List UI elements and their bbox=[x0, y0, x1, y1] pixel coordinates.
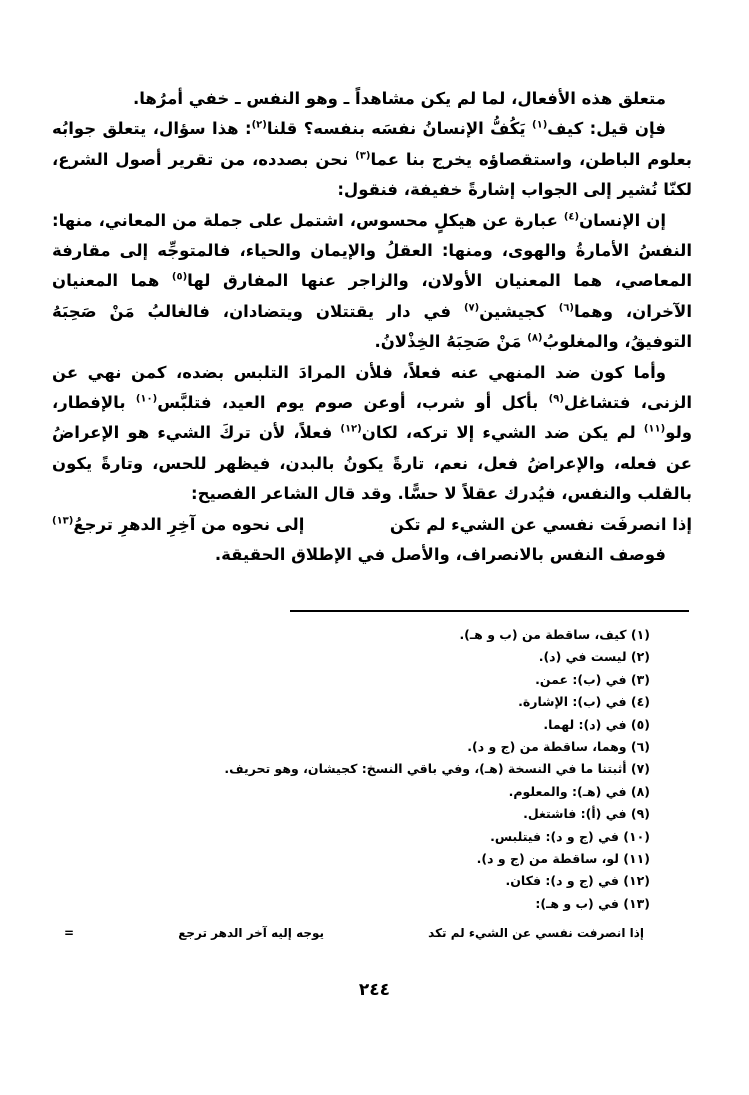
footnote-item: (١٢) في (ج و د): فكان. bbox=[505, 873, 650, 889]
paragraph-3-text: عبارة عن هيكلٍ محسوس، اشتمل على جملة من المعاني، منها: النفسُ الأمارةُ والهوى، ومنها: العقلُ والإيمان والحياء، فالمتوجِّه إلى مقارفة المعاصي، هما المعنيان الأولان، والزاجر عنها المفارق لها bbox=[52, 210, 693, 291]
footnote-item: (١٣) في (ب و هـ): bbox=[535, 895, 650, 911]
continuation-mark: = bbox=[64, 926, 75, 940]
footnote-item: (٦) وهما، ساقطة من (ج و د). bbox=[467, 739, 650, 755]
note-ref: (١) bbox=[532, 119, 548, 131]
note-ref: (١٣) bbox=[52, 515, 74, 527]
note-ref: (٧) bbox=[463, 302, 480, 314]
paragraph-4-text: بالإفطار، ولو bbox=[52, 393, 693, 443]
paragraph-1-text: متعلق هذه الأفعال، لما لم يكن مشاهداً ـ وهو النفس ـ خفي أمرُها. bbox=[132, 89, 666, 108]
paragraph-4-text: وأما كون ضد المنهي عنه فعلاً، فلأن المرادَ التلبس بضده، كمن نهي عن الزنى، فتشاغل bbox=[52, 362, 693, 413]
paragraph-2-text: : هذا سؤال، يتعلق جوابُه بعلوم الباطن، واستقصاؤه يخرج بنا عما bbox=[52, 119, 692, 169]
paragraph-3-text: إن الإنسان bbox=[579, 210, 666, 230]
footnote-item: (٥) في (د): لهما. bbox=[543, 716, 650, 732]
footnote-item: (٧) أثبتنا ما في النسخة (هـ)، وفي باقي النسخ: كجيشان، وهو تحريف. bbox=[224, 761, 650, 777]
footnote-item: (١٠) في (ج و د): فيتلبس. bbox=[490, 828, 650, 844]
verse-second-half: إلى نحوه من آخِرِ الدهرِ ترجعُ bbox=[73, 514, 305, 534]
footnote-item: (٨) في (هـ): والمعلوم. bbox=[508, 783, 650, 799]
paragraph-2-text: يَكُفُّ الإنسانُ نفسَه بنفسه؟ قلنا bbox=[266, 119, 532, 139]
note-ref: (٩) bbox=[548, 393, 564, 405]
note-ref: (٥) bbox=[171, 271, 188, 283]
verse-first-half: إذا انصرفَت نفسي عن الشيء لم تكن bbox=[389, 514, 692, 534]
note-ref: (٨) bbox=[527, 332, 543, 344]
note-ref: (٤) bbox=[563, 211, 580, 223]
paragraph-1 bbox=[52, 84, 692, 114]
paragraph-5 bbox=[52, 540, 692, 570]
paragraph-4 bbox=[52, 358, 692, 510]
main-text bbox=[52, 84, 692, 571]
paragraph-3-text: مَنْ صَحِبَهُ الخِذْلانُ. bbox=[374, 332, 528, 352]
footnote-item: (٩) في (أ): فاشتغل. bbox=[523, 806, 650, 822]
paragraph-3-text: كجيشين bbox=[479, 301, 559, 321]
note-ref: (٦) bbox=[558, 302, 574, 314]
paragraph-3-text: هما المعنيان الآخران، وهما bbox=[52, 271, 692, 321]
footnotes bbox=[52, 624, 650, 915]
footnote-item: (٣) في (ب): عمن. bbox=[535, 671, 650, 687]
footnote-item: (١) كيف، ساقطة من (ب و هـ). bbox=[459, 627, 650, 642]
footnote-verse bbox=[64, 926, 644, 940]
footnote-item: (١١) لو، ساقطة من (ج و د). bbox=[476, 851, 650, 867]
note-ref: (١١) bbox=[643, 423, 666, 435]
footnote-item: (٤) في (ب): الإشارة. bbox=[518, 694, 650, 710]
paragraph-2 bbox=[52, 114, 692, 205]
paragraph-5-text: فوصف النفس بالانصراف، والأصل في الإطلاق الحقيقة. bbox=[214, 545, 666, 565]
verse-second-half-wrap bbox=[52, 510, 304, 540]
footnote-item: (٢) ليست في (د). bbox=[538, 649, 650, 665]
footnote-verse-second-half: يوجه إليه آخر الدهر ترجع bbox=[178, 926, 325, 940]
note-ref: (١٢) bbox=[340, 423, 362, 435]
paragraph-2-text: نحن بصدده، من تقرير أصول الشرع، لكنّا نُشير إلى الجواب إشارةً خفيفة، فنقول: bbox=[52, 149, 692, 200]
paragraph-3 bbox=[52, 206, 692, 358]
page-number: ٢٤٤ bbox=[358, 980, 391, 1000]
paragraph-4-text: بأكل أو شرب، أوعن صوم يوم العيد، فتلبَّس bbox=[157, 393, 549, 413]
note-ref: (٢) bbox=[251, 119, 267, 131]
note-ref: (١٠) bbox=[135, 393, 158, 405]
note-ref: (٣) bbox=[355, 150, 371, 162]
footnote-divider bbox=[290, 610, 689, 612]
paragraph-4-text: لم يكن ضد الشيء إلا تركه، لكان bbox=[361, 423, 644, 443]
paragraph-4-text: فعلاً، لأن تركَ الشيء هو الإعراضُ عن فعله، والإعراضُ فعل، نعم، تارةً يكونُ بالبدن، فيظهر للحس، وتارةً يكون بالقلب والنفس، فيُدرك عقلاً لا حسًّا. وقد قال الشاعر الفصيح: bbox=[52, 423, 692, 504]
paragraph-2-text: فإن قيل: كيف bbox=[547, 119, 666, 139]
poem-verse bbox=[52, 510, 692, 540]
footnote-verse-first-half: إذا انصرفت نفسي عن الشيء لم تكد bbox=[428, 926, 644, 940]
paragraph-3-text: في دار يقتتلان ويتضادان، فالغالبُ مَنْ صَحِبَهُ التوفيقُ، والمغلوبُ bbox=[52, 301, 692, 352]
